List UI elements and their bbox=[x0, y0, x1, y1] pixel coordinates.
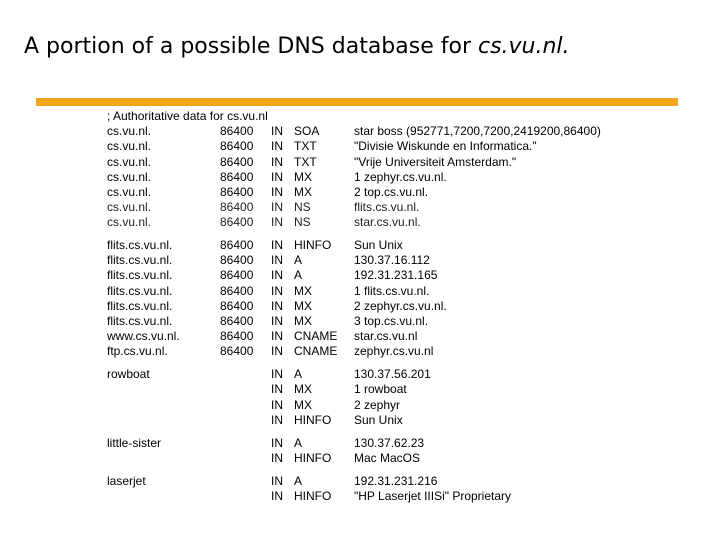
title-prefix: A portion of a possible DNS database for bbox=[24, 34, 478, 59]
record-class: IN bbox=[271, 169, 283, 184]
record-ttl: 86400 bbox=[220, 268, 254, 283]
record-ttl: 86400 bbox=[220, 283, 254, 298]
record-type: A bbox=[294, 367, 303, 382]
record-type: NS bbox=[294, 200, 311, 215]
record-ttl: 86400 bbox=[220, 253, 254, 268]
record-value: 1 rowboat bbox=[354, 382, 407, 397]
record-ttl: 86400 bbox=[220, 314, 254, 329]
record-value: 192.31.231.216 bbox=[354, 473, 438, 488]
slide-title bbox=[24, 34, 570, 59]
record-class: IN bbox=[271, 238, 283, 253]
record-ttl: 86400 bbox=[220, 184, 254, 199]
record-value: flits.cs.vu.nl. bbox=[354, 200, 420, 215]
record-value: "HP Laserjet IIISi" Proprietary bbox=[354, 488, 512, 503]
record-name: flits.cs.vu.nl. bbox=[107, 314, 173, 329]
record-value: "Divisie Wiskunde en Informatica." bbox=[354, 139, 537, 154]
record-class: IN bbox=[271, 435, 283, 450]
record-class: IN bbox=[271, 314, 283, 329]
record-class: IN bbox=[271, 253, 283, 268]
record-value: 3 top.cs.vu.nl. bbox=[354, 314, 429, 329]
record-value: Mac MacOS bbox=[354, 450, 421, 465]
record-name: www.cs.vu.nl. bbox=[107, 329, 180, 344]
record-class: IN bbox=[271, 397, 283, 412]
record-type: HINFO bbox=[294, 488, 332, 503]
record-class: IN bbox=[271, 283, 283, 298]
record-name: rowboat bbox=[107, 367, 150, 382]
record-value: 1 flits.cs.vu.nl. bbox=[354, 283, 430, 298]
record-class: IN bbox=[271, 215, 283, 230]
record-name: laserjet bbox=[107, 473, 146, 488]
record-type: NS bbox=[294, 215, 311, 230]
record-name: cs.vu.nl. bbox=[107, 124, 152, 139]
record-type: MX bbox=[294, 314, 312, 329]
record-class: IN bbox=[271, 329, 283, 344]
record-class: IN bbox=[271, 382, 283, 397]
record-class: IN bbox=[271, 184, 283, 199]
record-class: IN bbox=[271, 154, 283, 169]
record-value: 2 top.cs.vu.nl. bbox=[354, 184, 429, 199]
record-type: A bbox=[294, 253, 303, 268]
record-name: cs.vu.nl. bbox=[107, 169, 152, 184]
record-type: CNAME bbox=[294, 329, 338, 344]
record-value: star boss (952771,7200,7200,2419200,86400) bbox=[354, 124, 601, 139]
record-type: A bbox=[294, 473, 303, 488]
record-type: HINFO bbox=[294, 450, 332, 465]
record-ttl: 86400 bbox=[220, 154, 254, 169]
record-ttl: 86400 bbox=[220, 329, 254, 344]
record-type: TXT bbox=[294, 139, 317, 154]
record-type: HINFO bbox=[294, 412, 332, 427]
record-ttl: 86400 bbox=[220, 169, 254, 184]
record-class: IN bbox=[271, 200, 283, 215]
record-name: little-sister bbox=[107, 435, 162, 450]
record-class: IN bbox=[271, 412, 283, 427]
record-value: 1 zephyr.cs.vu.nl. bbox=[354, 169, 447, 184]
record-name: cs.vu.nl. bbox=[107, 215, 152, 230]
record-value: 192.31.231.165 bbox=[354, 268, 438, 283]
record-value: star.cs.vu.nl. bbox=[354, 215, 421, 230]
record-ttl: 86400 bbox=[220, 139, 254, 154]
record-type: TXT bbox=[294, 154, 317, 169]
record-name: cs.vu.nl. bbox=[107, 200, 152, 215]
record-class: IN bbox=[271, 139, 283, 154]
record-value: 2 zephyr bbox=[354, 397, 401, 412]
record-name: flits.cs.vu.nl. bbox=[107, 253, 173, 268]
record-name: ftp.cs.vu.nl. bbox=[107, 344, 168, 359]
record-name: flits.cs.vu.nl. bbox=[107, 238, 173, 253]
record-class: IN bbox=[271, 488, 283, 503]
record-value: 130.37.16.112 bbox=[354, 253, 430, 268]
record-type: MX bbox=[294, 382, 312, 397]
record-type: CNAME bbox=[294, 344, 338, 359]
record-type: MX bbox=[294, 283, 312, 298]
record-name: cs.vu.nl. bbox=[107, 154, 152, 169]
record-class: IN bbox=[271, 124, 283, 139]
record-value: star.cs.vu.nl bbox=[354, 329, 418, 344]
record-value: 130.37.62.23 bbox=[354, 435, 425, 450]
zone-comment: ; Authoritative data for cs.vu.nl bbox=[107, 109, 268, 123]
record-ttl: 86400 bbox=[220, 238, 254, 253]
record-type: A bbox=[294, 268, 303, 283]
record-value: zephyr.cs.vu.nl bbox=[354, 344, 434, 359]
record-class: IN bbox=[271, 367, 283, 382]
record-class: IN bbox=[271, 344, 283, 359]
record-ttl: 86400 bbox=[220, 298, 254, 313]
title-underline-rule bbox=[36, 98, 678, 106]
record-name: cs.vu.nl. bbox=[107, 184, 152, 199]
record-type: HINFO bbox=[294, 238, 332, 253]
record-name: flits.cs.vu.nl. bbox=[107, 298, 173, 313]
record-class: IN bbox=[271, 450, 283, 465]
title-domain: cs.vu.nl. bbox=[477, 34, 570, 59]
record-value: 2 zephyr.cs.vu.nl. bbox=[354, 298, 447, 313]
record-ttl: 86400 bbox=[220, 344, 254, 359]
record-ttl: 86400 bbox=[220, 124, 254, 139]
record-type: MX bbox=[294, 397, 312, 412]
record-value: Sun Unix bbox=[354, 238, 403, 253]
record-class: IN bbox=[271, 268, 283, 283]
record-value: "Vrije Universiteit Amsterdam." bbox=[354, 154, 517, 169]
record-type: MX bbox=[294, 298, 312, 313]
record-value: 130.37.56.201 bbox=[354, 367, 431, 382]
record-ttl: 86400 bbox=[220, 200, 254, 215]
record-name: flits.cs.vu.nl. bbox=[107, 268, 173, 283]
record-class: IN bbox=[271, 473, 283, 488]
record-value: Sun Unix bbox=[354, 412, 403, 427]
record-type: MX bbox=[294, 184, 312, 199]
record-name: flits.cs.vu.nl. bbox=[107, 283, 173, 298]
record-class: IN bbox=[271, 298, 283, 313]
record-type: MX bbox=[294, 169, 312, 184]
record-type: A bbox=[294, 435, 303, 450]
record-ttl: 86400 bbox=[220, 215, 254, 230]
record-type: SOA bbox=[294, 124, 320, 139]
record-name: cs.vu.nl. bbox=[107, 139, 152, 154]
